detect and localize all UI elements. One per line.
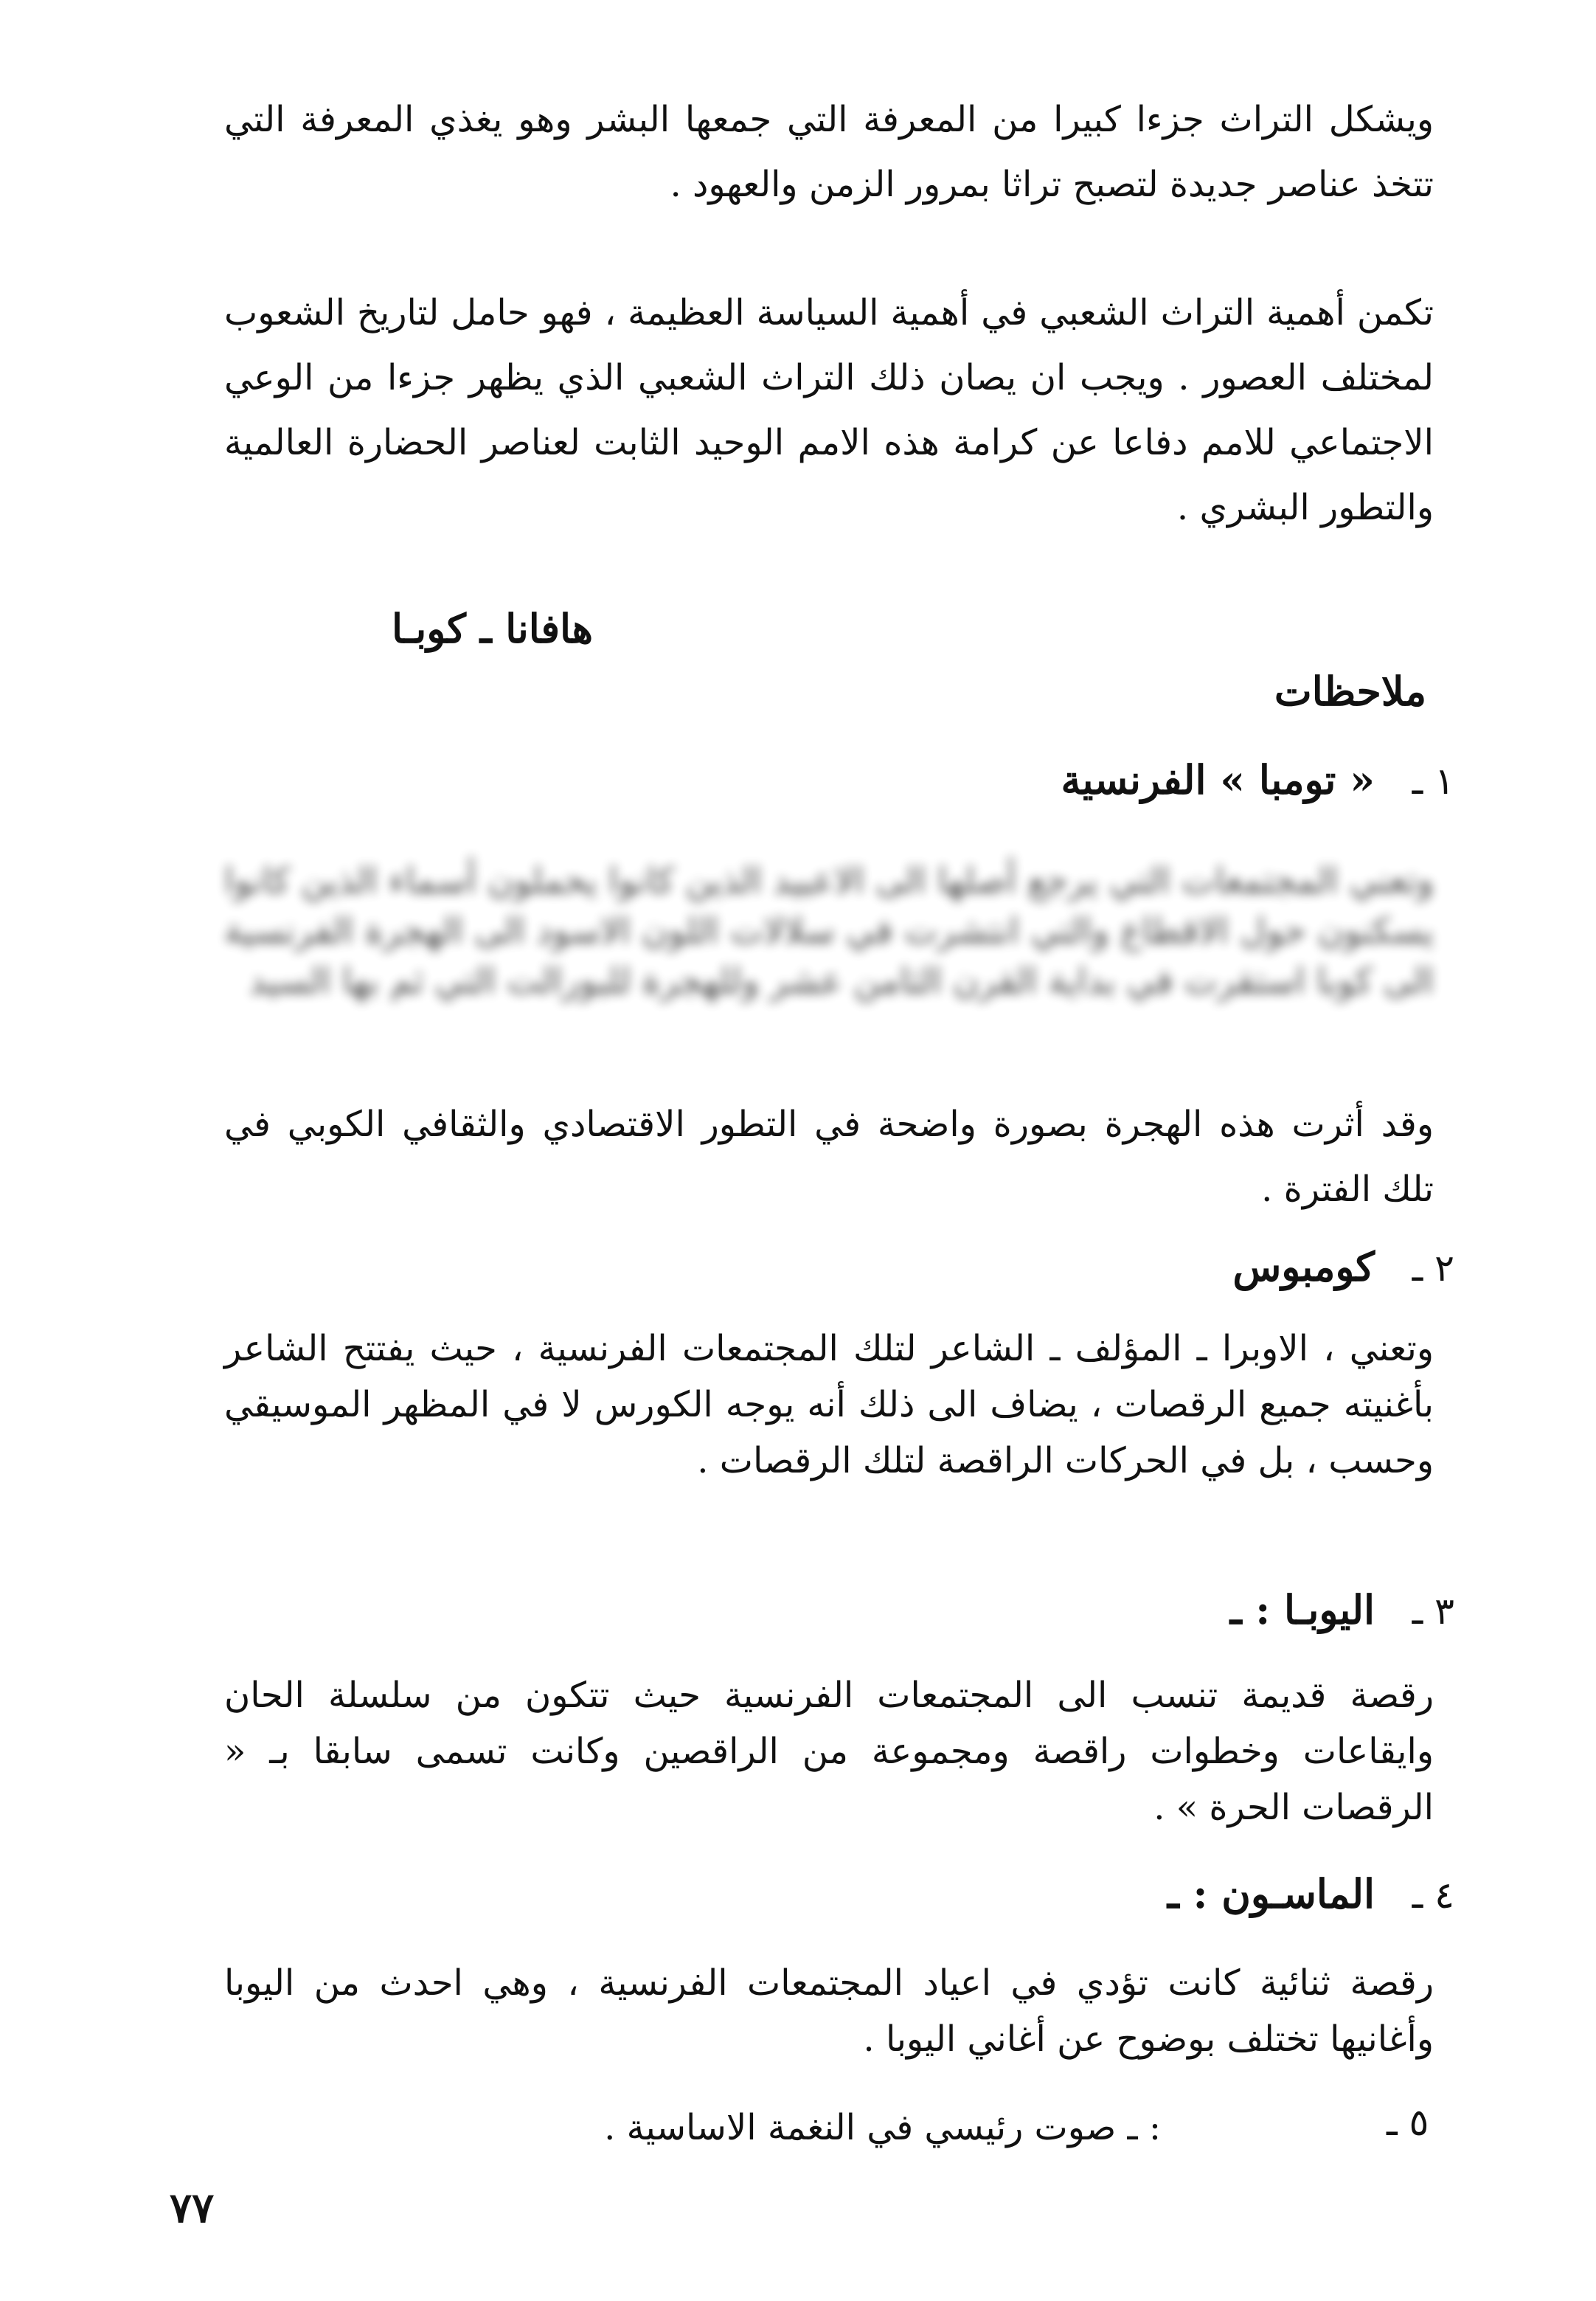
- item-text: رقصة قديمة تنسب الى المجتمعات الفرنسية حيث تتكون من سلسلة الحان وايقاعات وخطوات راقصة ومجموعة من الراقصين وكانت تسمى سابقا بـ « الرقصات الحرة » .: [224, 1675, 1434, 1828]
- item-title: اليوبـا : ـ: [1229, 1586, 1375, 1633]
- item-number: ٢ ـ: [1412, 1247, 1454, 1290]
- item-title: كومبوس: [1232, 1243, 1375, 1290]
- place-heading: هافانا ـ كوبـا: [391, 605, 593, 652]
- item-number: ٥ ـ: [1387, 2101, 1429, 2144]
- item-text: وتعني ، الاوبرا ـ المؤلف ـ الشاعر لتلك المجتمعات الفرنسية ، حيث يفتتح الشاعر بأغنيته جميع الرقصات ، يضاف الى ذلك أنه يوجه الكورس لا في المظهر الموسيقي وحسب ، بل في الحركات الراقصة لتلك الرقصات .: [224, 1328, 1434, 1481]
- page-number: ٧٧: [170, 2184, 215, 2232]
- notes-heading: ملاحظات: [1274, 668, 1426, 715]
- intro-paragraph-1: ويشكل التراث جزءا كبيرا من المعرفة التي جمعها البشر وهو يغذي المعرفة التي تتخذ عناصر جديدة لتصبح تراثا بمرور الزمن والعهود .: [224, 99, 1434, 205]
- intro-paragraph-2: تكمن أهمية التراث الشعبي في أهمية السياسة العظيمة ، فهو حامل لتاريخ الشعوب لمختلف العصور . ويجب ان يصان ذلك التراث الشعبي الذي يظهر جزءا من الوعي الاجتماعي للامم دفاعا عن كرامة هذه الامم الوحيد الثابت لعناصر الحضارة العالمية والتطور البشري .: [224, 292, 1434, 528]
- item-text: : ـ صوت رئيسي في النغمة الاساسية .: [604, 2107, 1161, 2148]
- item-text: رقصة ثنائية كانت تؤدي في اعياد المجتمعات الفرنسية ، وهي احدث من اليوبا وأغانيها تختلف بوضوح عن أغاني اليوبا .: [224, 1962, 1434, 2060]
- item-number: ٤ ـ: [1412, 1874, 1454, 1917]
- blurred-redacted-text: وتعني المجتمعات التي يرجع أصلها الى الاعبيد الذين كانوا يحملون أسماء الذين كانوا يسكنون حول الاقطاع والتي انتشرت في سلالات اللون الاسود الى الهجرة الفرنسية الى كوبا استقرت في بداية القرن الثامن عشر وللهجرة للبورالت التي ثم بها السيد: [224, 860, 1434, 1002]
- item-text: وقد أثرت هذه الهجرة بصورة واضحة في التطور الاقتصادي والثقافي الكوبي في تلك الفترة .: [224, 1104, 1434, 1210]
- item-number: ١ ـ: [1412, 760, 1454, 803]
- item-title: الماسـون : ـ: [1167, 1870, 1375, 1917]
- item-title: « تومبا » الفرنسية: [1061, 756, 1375, 803]
- item-number: ٣ ـ: [1412, 1590, 1454, 1633]
